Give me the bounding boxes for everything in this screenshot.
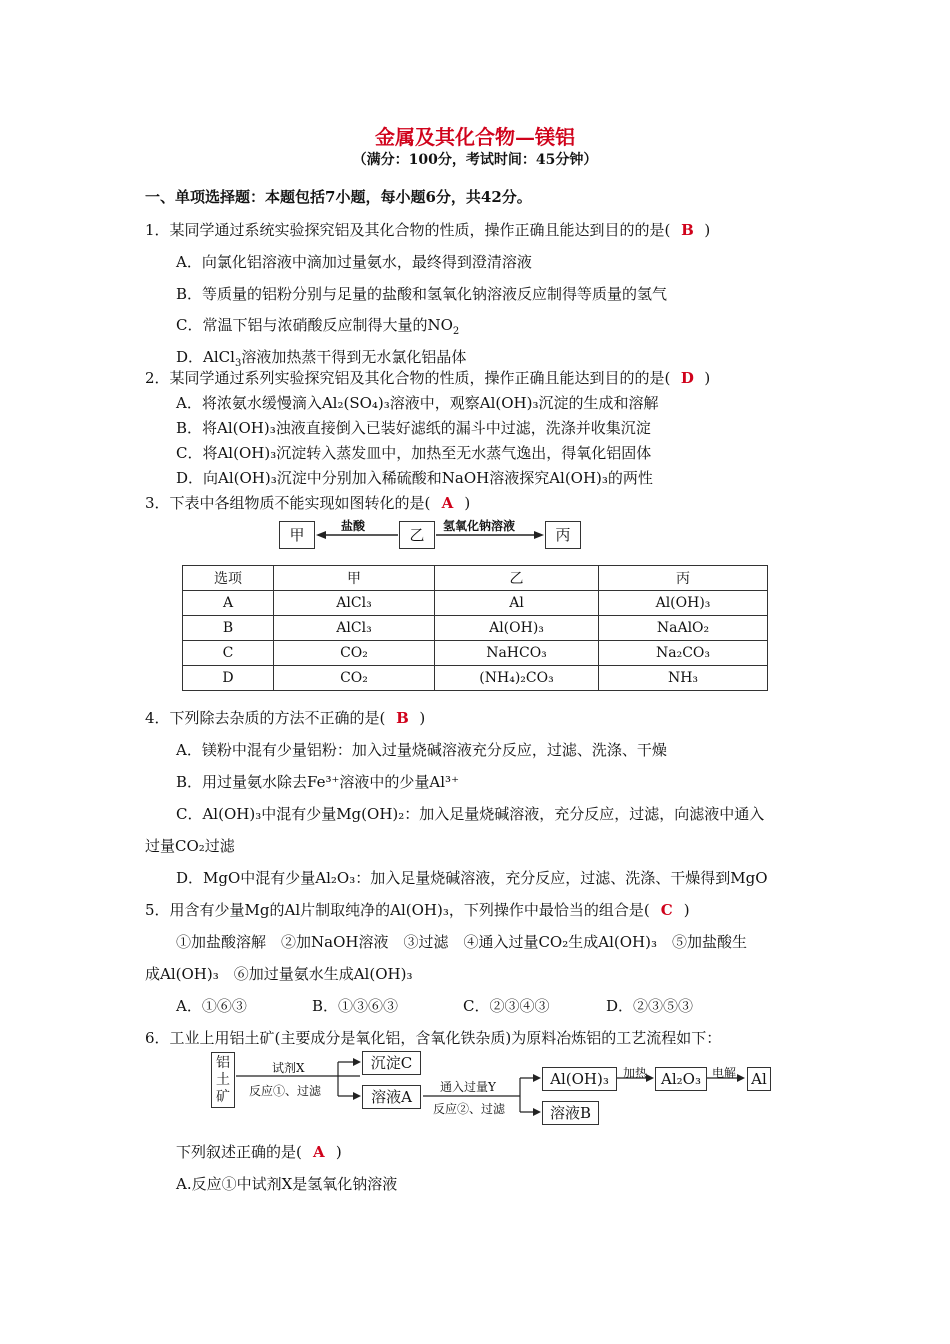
question-4-option-c-line1: C．Al(OH)₃中混有少量Mg(OH)₂：加入足量烧碱溶液，充分反应，过滤，向滤液中通入 (176, 805, 765, 823)
diagram-label-naoh: 氢氧化钠溶液 (443, 519, 516, 533)
table-row (183, 666, 768, 691)
table-header-cell: 丙 (599, 566, 768, 591)
question-6-option-a: A.反应①中试剂X是氢氧化钠溶液 (176, 1175, 398, 1193)
page-subtitle: （满分：100分，考试时间：45分钟） (352, 152, 598, 168)
table-header-cell: 选项 (183, 566, 274, 591)
question-1-option-a: A．向氯化铝溶液中滴加过量氨水，最终得到澄清溶液 (176, 253, 532, 271)
flow-label-pass-y: 通入过量Y (440, 1080, 496, 1094)
question-1-stem: 1．某同学通过系统实验探究铝及其化合物的性质，操作正确且能达到目的的是( B ) (145, 221, 711, 239)
flow-label-reaction-2: 反应②、过滤 (433, 1102, 506, 1116)
table-cell: C (183, 641, 274, 666)
table-cell: AlCl₃ (274, 591, 435, 616)
table-cell: B (183, 616, 274, 641)
options-table (182, 565, 768, 691)
diagram-label-hcl: 盐酸 (341, 519, 366, 533)
table-cell: NH₃ (599, 666, 768, 691)
table-cell: D (183, 666, 274, 691)
question-6-stem: 6．工业上用铝土矿(主要成分是氧化铝，含氧化铁杂质)为原料冶炼铝的工艺流程如下： (145, 1029, 722, 1047)
table-cell: Al (435, 591, 599, 616)
question-5-stem: 5．用含有少量Mg的Al片制取纯净的Al(OH)₃，下列操作中最恰当的组合是( C ) (145, 901, 690, 919)
table-header-cell: 甲 (274, 566, 435, 591)
question-4-option-b: B．用过量氨水除去Fe³⁺溶液中的少量Al³⁺ (176, 773, 459, 791)
table-row (183, 616, 768, 641)
question-2-option-a: A．将浓氨水缓慢滴入Al₂(SO₄)₃溶液中，观察Al(OH)₃沉淀的生成和溶解 (176, 394, 659, 412)
flow-box-aloh3: Al(OH)₃ (542, 1067, 617, 1091)
question-1-option-b: B．等质量的铝粉分别与足量的盐酸和氢氧化钠溶液反应制得等质量的氢气 (176, 285, 668, 303)
flow-box-precipitate-c: 沉淀C (362, 1051, 421, 1075)
question-2-option-c: C．将Al(OH)₃沉淀转入蒸发皿中，加热至无水蒸气逸出，得氧化铝固体 (176, 444, 652, 462)
flow-label-electrolysis: 电解 (712, 1066, 737, 1080)
flow-label-reagent-x: 试剂X (272, 1061, 305, 1075)
table-cell: A (183, 591, 274, 616)
flow-box-solution-b: 溶液B (542, 1101, 599, 1125)
table-cell: CO₂ (274, 666, 435, 691)
table-cell: Al(OH)₃ (599, 591, 768, 616)
question-5-answer: C (660, 901, 673, 919)
question-2-answer: D (680, 369, 694, 387)
question-1-option-d: D．AlCl$_3$溶液加热蒸干得到无水氯化铝晶体 (176, 348, 467, 369)
question-4-stem: 4．下列除去杂质的方法不正确的是( B ) (145, 709, 426, 727)
question-2-option-d: D．向Al(OH)₃沉淀中分别加入稀硫酸和NaOH溶液探究Al(OH)₃的两性 (176, 469, 653, 487)
question-1-answer: B (681, 221, 694, 239)
flow-box-al2o3: Al₂O₃ (655, 1067, 707, 1091)
table-cell: (NH₄)₂CO₃ (435, 666, 599, 691)
question-6-followup: 下列叙述正确的是( A ) (176, 1143, 342, 1161)
question-5-steps-line2: 成Al(OH)₃ ⑥加过量氨水生成Al(OH)₃ (145, 965, 413, 983)
flow-box-ore: 铝土矿 (211, 1052, 235, 1108)
flow-box-solution-a: 溶液A (362, 1085, 421, 1109)
question-2-option-b: B．将Al(OH)₃浊液直接倒入已装好滤纸的漏斗中过滤，洗涤并收集沉淀 (176, 419, 651, 437)
table-row (183, 591, 768, 616)
table-header-cell: 乙 (435, 566, 599, 591)
question-2-stem: 2．某同学通过系列实验探究铝及其化合物的性质，操作正确且能达到目的的是( D ) (145, 369, 711, 387)
question-6-answer: A (313, 1143, 325, 1161)
diagram-box-jia: 甲 (279, 521, 315, 549)
question-1-option-c: C．常温下铝与浓硝酸反应制得大量的$NO_2$ (176, 316, 460, 337)
question-5-option-b: B．①③⑥③ (312, 997, 399, 1015)
table-cell: CO₂ (274, 641, 435, 666)
question-4-option-a: A．镁粉中混有少量铝粉：加入过量烧碱溶液充分反应，过滤、洗涤、干燥 (176, 741, 667, 759)
question-5-option-a: A．①⑥③ (176, 997, 247, 1015)
diagram-box-yi: 乙 (399, 521, 435, 549)
flow-label-heat: 加热 (623, 1066, 648, 1080)
section-heading: 一、单项选择题：本题包括7小题，每小题6分，共42分。 (145, 188, 532, 206)
question-4-option-c-line2: 过量CO₂过滤 (145, 837, 235, 855)
question-3-answer: A (441, 494, 454, 512)
flow-label-reaction-1: 反应①、过滤 (249, 1084, 322, 1098)
table-cell: NaHCO₃ (435, 641, 599, 666)
question-5-option-c: C．②③④③ (463, 997, 550, 1015)
table-cell: NaAlO₂ (599, 616, 768, 641)
table-header-row (183, 566, 768, 591)
question-5-option-d: D．②③⑤③ (606, 997, 694, 1015)
diagram-box-bing: 丙 (545, 521, 581, 549)
question-5-steps-line1: ①加盐酸溶解 ②加NaOH溶液 ③过滤 ④通入过量CO₂生成Al(OH)₃ ⑤加盐酸生 (176, 933, 747, 951)
question-4-option-d: D．MgO中混有少量Al₂O₃：加入足量烧碱溶液，充分反应，过滤、洗涤、干燥得到MgO (176, 869, 768, 887)
page-title: 金属及其化合物—镁铝 (375, 125, 575, 149)
table-row (183, 641, 768, 666)
flow-box-al: Al (747, 1067, 771, 1091)
table-cell: Al(OH)₃ (435, 616, 599, 641)
table-cell: AlCl₃ (274, 616, 435, 641)
question-4-answer: B (396, 709, 409, 727)
question-3-stem: 3．下表中各组物质不能实现如图转化的是( A ) (145, 494, 471, 512)
table-cell: Na₂CO₃ (599, 641, 768, 666)
